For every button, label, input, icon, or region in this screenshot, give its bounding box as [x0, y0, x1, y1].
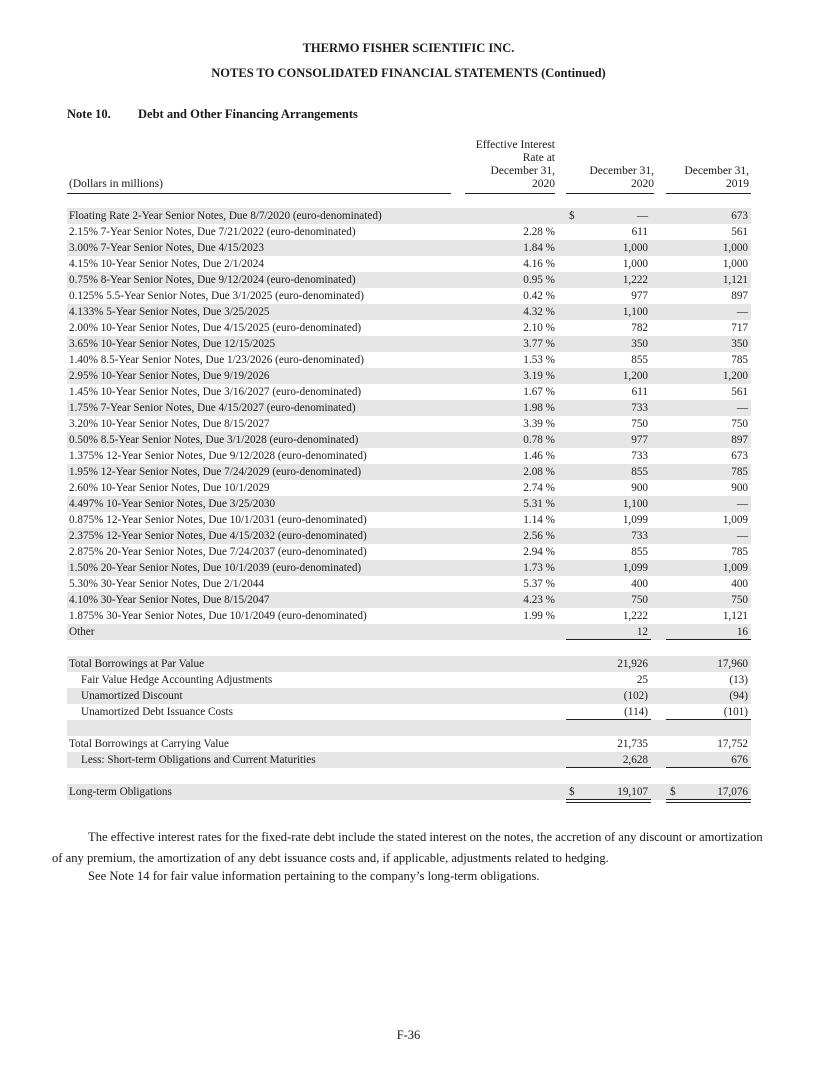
effective-rate-cell: 2.74 %: [523, 482, 555, 494]
value-2020-cell: (114): [624, 706, 648, 718]
table-row: [67, 400, 751, 416]
value-2020-cell: 2,628: [622, 754, 648, 766]
row-label: Unamortized Debt Issuance Costs: [81, 706, 233, 718]
value-2019-cell: 17,752: [717, 738, 748, 750]
value-2020-cell: 977: [631, 434, 648, 446]
row-label: 1.50% 20-Year Senior Notes, Due 10/1/2039 (euro-denominated): [69, 562, 362, 574]
table-row: [67, 336, 751, 352]
value-2020-cell: 733: [631, 402, 648, 414]
value-2019-cell: 400: [731, 578, 748, 590]
column-header-dec-2020: [566, 165, 654, 191]
effective-rate-cell: 5.37 %: [523, 578, 555, 590]
value-2019-cell: 17,076: [717, 786, 748, 798]
column-header-line: Rate at: [522, 152, 555, 164]
row-spacer: [67, 640, 751, 656]
value-2019-cell: 350: [731, 338, 748, 350]
value-2020-cell: 21,735: [617, 738, 648, 750]
table-row: [67, 240, 751, 256]
table-row: [67, 368, 751, 384]
value-2020-cell: 1,000: [622, 242, 648, 254]
value-2020-cell: 12: [636, 626, 648, 638]
table-row: [67, 272, 751, 288]
dollar-sign: $: [569, 786, 575, 798]
effective-rate-cell: 1.53 %: [523, 354, 555, 366]
table-row: [67, 352, 751, 368]
value-2020-cell: 855: [631, 354, 648, 366]
value-2019-cell: 561: [731, 386, 748, 398]
header-rule: [666, 193, 751, 194]
effective-rate-cell: 1.73 %: [523, 562, 555, 574]
value-2019-cell: 1,000: [722, 242, 748, 254]
value-2019-cell: 750: [731, 594, 748, 606]
row-spacer: [67, 720, 751, 736]
row-label: 1.95% 12-Year Senior Notes, Due 7/24/2029 (euro-denominated): [69, 466, 362, 478]
table-row: [67, 384, 751, 400]
effective-rate-cell: 3.77 %: [523, 338, 555, 350]
effective-rate-cell: 4.32 %: [523, 306, 555, 318]
row-label: Other: [69, 626, 95, 638]
table-row: [67, 544, 751, 560]
effective-rate-cell: 4.16 %: [523, 258, 555, 270]
row-label: 3.65% 10-Year Senior Notes, Due 12/15/2025: [69, 338, 276, 350]
table-row: [67, 464, 751, 480]
value-2019-cell: 1,121: [722, 274, 748, 286]
table-row: [67, 576, 751, 592]
value-2020-cell: 1,099: [622, 514, 648, 526]
row-label: 3.20% 10-Year Senior Notes, Due 8/15/2027: [69, 418, 270, 430]
value-2019-cell: 676: [731, 754, 748, 766]
value-2020-cell: 21,926: [617, 658, 648, 670]
value-2020-cell: 977: [631, 290, 648, 302]
row-label: 4.497% 10-Year Senior Notes, Due 3/25/2030: [69, 498, 276, 510]
effective-rate-cell: 2.08 %: [523, 466, 555, 478]
column-header-line: Effective Interest: [475, 139, 555, 151]
value-2020-cell: —: [636, 210, 648, 222]
column-header-line: December 31,: [490, 165, 555, 177]
value-2020-cell: (102): [623, 690, 648, 702]
row-label: 2.00% 10-Year Senior Notes, Due 4/15/2025 (euro-denominated): [69, 322, 362, 334]
table-row: [67, 256, 751, 272]
row-label: 0.125% 5.5-Year Senior Notes, Due 3/1/2025 (euro-denominated): [69, 290, 364, 302]
effective-rate-cell: 1.98 %: [523, 402, 555, 414]
fair-value-reference: See Note 14 for fair value information pertaining to the company’s long-term obligations.: [88, 868, 540, 883]
value-2020-cell: 1,222: [622, 610, 648, 622]
row-label: 1.45% 10-Year Senior Notes, Due 3/16/2027 (euro-denominated): [69, 386, 362, 398]
effective-rate-cell: 4.23 %: [523, 594, 555, 606]
table-row: [67, 288, 751, 304]
header-rule: [465, 193, 555, 194]
table-row: [67, 432, 751, 448]
total-double-rule: [666, 799, 751, 803]
row-label: 0.875% 12-Year Senior Notes, Due 10/1/2031 (euro-denominated): [69, 514, 367, 526]
row-label: 4.133% 5-Year Senior Notes, Due 3/25/2025: [69, 306, 270, 318]
effective-rate-cell: 0.78 %: [523, 434, 555, 446]
table-row: [67, 512, 751, 528]
value-2020-cell: 855: [631, 466, 648, 478]
value-2020-cell: 733: [631, 530, 648, 542]
row-label: Fair Value Hedge Accounting Adjustments: [81, 674, 273, 686]
value-2020-cell: 611: [631, 386, 648, 398]
row-label: 1.40% 8.5-Year Senior Notes, Due 1/23/2026 (euro-denominated): [69, 354, 364, 366]
table-row: [67, 208, 751, 224]
table-row: [67, 560, 751, 576]
column-header-line: 2020: [532, 178, 555, 190]
note-number: Note 10.: [67, 107, 111, 121]
value-2019-cell: 561: [731, 226, 748, 238]
value-2019-cell: 17,960: [717, 658, 748, 670]
value-2019-cell: 1,009: [722, 514, 748, 526]
page-number: F-36: [396, 1028, 421, 1042]
value-2019-cell: 785: [731, 466, 748, 478]
table-row: [67, 496, 751, 512]
row-label: 4.15% 10-Year Senior Notes, Due 2/1/2024: [69, 258, 264, 270]
table-row: [67, 320, 751, 336]
column-header-dec-2019: [667, 165, 749, 191]
effective-rate-cell: 1.67 %: [523, 386, 555, 398]
value-2019-cell: —: [736, 498, 748, 510]
value-2019-cell: —: [736, 530, 748, 542]
value-2019-cell: —: [736, 402, 748, 414]
row-label: 2.15% 7-Year Senior Notes, Due 7/21/2022 (euro-denominated): [69, 226, 356, 238]
row-label: 2.95% 10-Year Senior Notes, Due 9/19/2026: [69, 370, 270, 382]
value-2019-cell: (101): [723, 706, 748, 718]
row-label: Unamortized Discount: [81, 690, 183, 702]
header-rule: [566, 193, 654, 194]
value-2019-cell: (13): [729, 674, 748, 686]
effective-rate-cell: 2.10 %: [523, 322, 555, 334]
effective-rate-cell: 2.94 %: [523, 546, 555, 558]
value-2020-cell: 19,107: [617, 786, 648, 798]
table-row: [67, 448, 751, 464]
value-2019-cell: 785: [731, 354, 748, 366]
effective-rate-cell: 0.95 %: [523, 274, 555, 286]
effective-rate-cell: 2.56 %: [523, 530, 555, 542]
value-2019-cell: 673: [731, 450, 748, 462]
effective-rate-cell: 3.19 %: [523, 370, 555, 382]
value-2019-cell: 897: [731, 290, 748, 302]
row-label: Total Borrowings at Par Value: [69, 658, 205, 670]
value-2019-cell: —: [736, 306, 748, 318]
table-row: [67, 752, 751, 768]
value-2020-cell: 1,100: [622, 306, 648, 318]
value-2020-cell: 1,200: [622, 370, 648, 382]
value-2019-cell: 900: [731, 482, 748, 494]
value-2020-cell: 400: [631, 578, 648, 590]
table-row: [67, 528, 751, 544]
effective-rate-cell: 3.39 %: [523, 418, 555, 430]
page-subtitle: NOTES TO CONSOLIDATED FINANCIAL STATEMENTS (Continued): [211, 66, 606, 80]
note-title: Debt and Other Financing Arrangements: [138, 107, 358, 121]
dollar-sign: $: [670, 786, 676, 798]
value-2020-cell: 782: [631, 322, 648, 334]
row-label: 2.60% 10-Year Senior Notes, Due 10/1/2029: [69, 482, 270, 494]
value-2019-cell: 673: [731, 210, 748, 222]
table-row: [67, 608, 751, 624]
effective-rate-cell: 5.31 %: [523, 498, 555, 510]
value-2019-cell: 1,009: [722, 562, 748, 574]
table-row: [67, 704, 751, 720]
dollar-sign: $: [569, 210, 575, 222]
row-label: 3.00% 7-Year Senior Notes, Due 4/15/2023: [69, 242, 264, 254]
row-label: 1.75% 7-Year Senior Notes, Due 4/15/2027 (euro-denominated): [69, 402, 356, 414]
row-label: 4.10% 30-Year Senior Notes, Due 8/15/2047: [69, 594, 270, 606]
value-2020-cell: 750: [631, 418, 648, 430]
value-2020-cell: 1,100: [622, 498, 648, 510]
table-row: [67, 656, 751, 672]
column-header-line: 2019: [726, 178, 749, 190]
row-label: 0.75% 8-Year Senior Notes, Due 9/12/2024 (euro-denominated): [69, 274, 356, 286]
value-2019-cell: 785: [731, 546, 748, 558]
column-header-line: December 31,: [684, 165, 749, 177]
value-2019-cell: 717: [731, 322, 748, 334]
effective-rate-cell: 1.46 %: [523, 450, 555, 462]
row-label: Total Borrowings at Carrying Value: [69, 738, 229, 750]
value-2019-cell: 1,121: [722, 610, 748, 622]
value-2020-cell: 350: [631, 338, 648, 350]
column-header-line: 2020: [631, 178, 654, 190]
table-row: [67, 736, 751, 752]
row-label: 5.30% 30-Year Senior Notes, Due 2/1/2044: [69, 578, 264, 590]
effective-rate-cell: 1.14 %: [523, 514, 555, 526]
value-2020-cell: 1,000: [622, 258, 648, 270]
row-spacer: [67, 768, 751, 784]
effective-rate-cell: 0.42 %: [523, 290, 555, 302]
row-label: 2.375% 12-Year Senior Notes, Due 4/15/2032 (euro-denominated): [69, 530, 367, 542]
value-2020-cell: 855: [631, 546, 648, 558]
table-row: [67, 672, 751, 688]
table-row: [67, 688, 751, 704]
value-2020-cell: 1,222: [622, 274, 648, 286]
table-row: [67, 784, 751, 800]
header-rule: [67, 193, 451, 194]
row-label: 2.875% 20-Year Senior Notes, Due 7/24/2037 (euro-denominated): [69, 546, 367, 558]
effective-rate-cell: 1.99 %: [523, 610, 555, 622]
row-label: Less: Short-term Obligations and Current Maturities: [81, 754, 316, 766]
table-row: [67, 416, 751, 432]
value-2019-cell: 1,000: [722, 258, 748, 270]
row-label: Floating Rate 2-Year Senior Notes, Due 8/7/2020 (euro-denominated): [69, 210, 382, 222]
value-2020-cell: 733: [631, 450, 648, 462]
value-2019-cell: 897: [731, 434, 748, 446]
debt-table: [67, 208, 751, 800]
value-2019-cell: 750: [731, 418, 748, 430]
value-2020-cell: 25: [636, 674, 648, 686]
row-label: 1.375% 12-Year Senior Notes, Due 9/12/2028 (euro-denominated): [69, 450, 367, 462]
table-row: [67, 592, 751, 608]
row-label: Long-term Obligations: [69, 786, 172, 798]
table-row: [67, 480, 751, 496]
value-2019-cell: 16: [736, 626, 748, 638]
table-row: [67, 304, 751, 320]
effective-rate-cell: 2.28 %: [523, 226, 555, 238]
table-row: [67, 224, 751, 240]
value-2020-cell: 1,099: [622, 562, 648, 574]
value-2019-cell: (94): [729, 690, 748, 702]
row-label: 0.50% 8.5-Year Senior Notes, Due 3/1/2028 (euro-denominated): [69, 434, 359, 446]
note-heading: [67, 107, 358, 122]
effective-rate-cell: 1.84 %: [523, 242, 555, 254]
value-2020-cell: 611: [631, 226, 648, 238]
value-2020-cell: 750: [631, 594, 648, 606]
column-header-dollars: (Dollars in millions): [69, 178, 163, 190]
column-header-line: December 31,: [589, 165, 654, 177]
value-2020-cell: 900: [631, 482, 648, 494]
table-row: [67, 624, 751, 640]
row-label: 1.875% 30-Year Senior Notes, Due 10/1/2049 (euro-denominated): [69, 610, 367, 622]
value-2019-cell: 1,200: [722, 370, 748, 382]
company-name: THERMO FISHER SCIENTIFIC INC.: [302, 41, 515, 55]
interest-rate-note: The effective interest rates for the fixed-rate debt include the stated interest on the notes, the accretion of any discount or amortization of any premium, the amortization of any debt issuance costs and, if applicable, adjustments related to hedging.: [52, 829, 763, 865]
column-header-effective-rate: [455, 139, 555, 191]
total-double-rule: [566, 799, 651, 803]
